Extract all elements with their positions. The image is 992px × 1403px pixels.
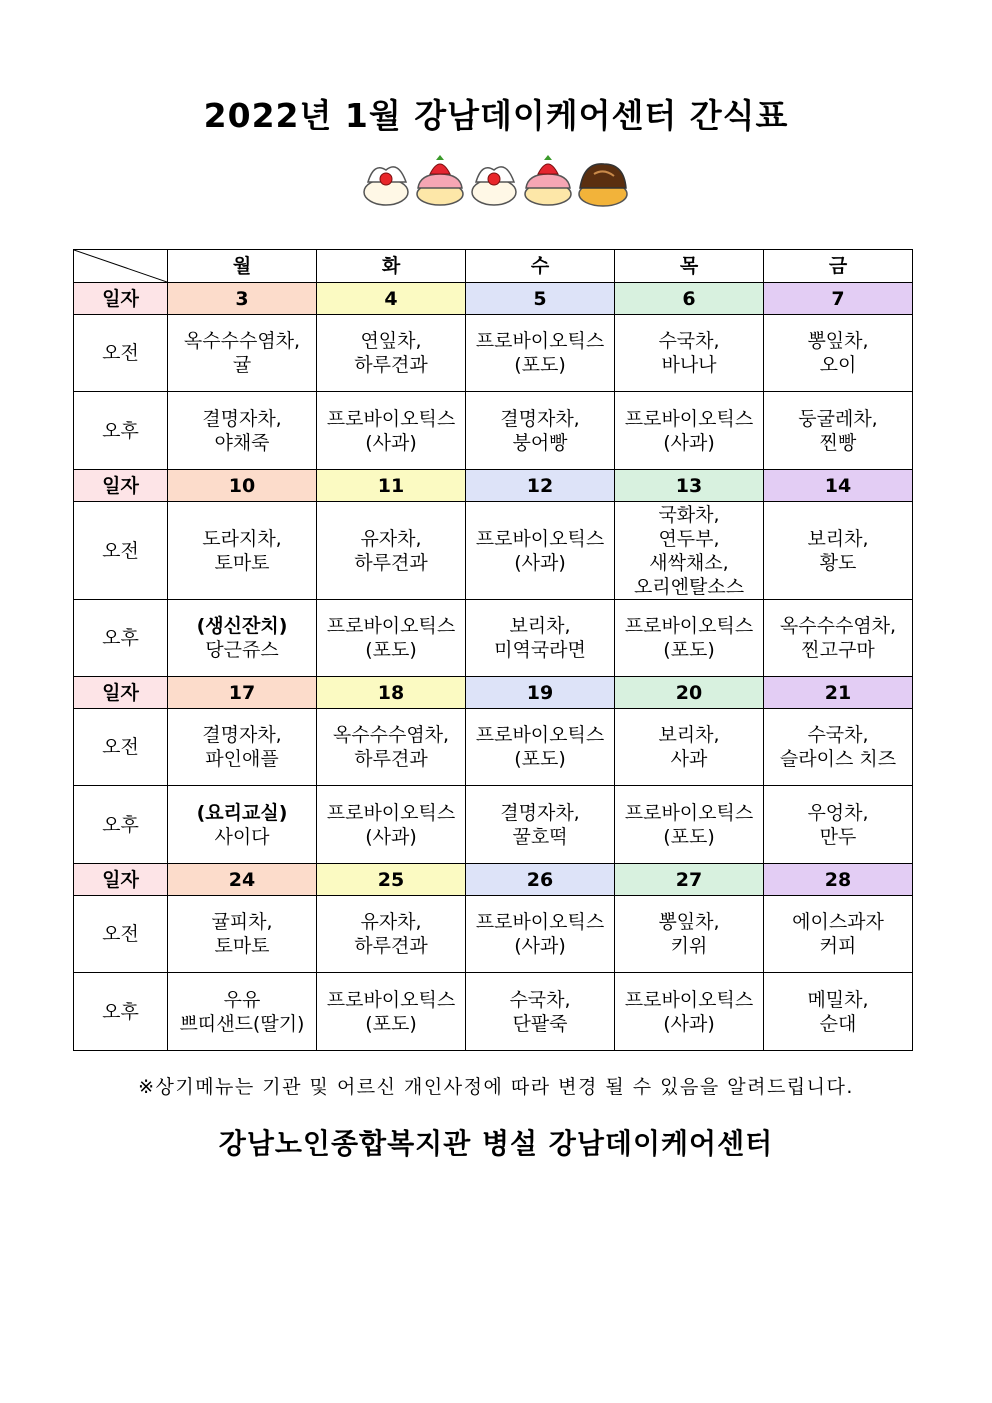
date-cell: 10 xyxy=(168,470,317,502)
menu-item-text: 뽕잎차, xyxy=(807,330,869,352)
menu-item-text: 쁘띠샌드(딸기) xyxy=(179,1012,305,1035)
date-cell: 6 xyxy=(615,283,764,315)
day-header-row xyxy=(74,250,913,283)
menu-item-text: 결명자차, xyxy=(500,407,580,430)
menu-item-text: 바나나 xyxy=(661,354,717,376)
menu-cell xyxy=(466,502,615,600)
menu-item-text: (사과) xyxy=(663,431,715,454)
menu-item-text: 단팥죽 xyxy=(512,1012,568,1035)
menu-item-text: 수국차, xyxy=(807,724,869,746)
snack-menu-table xyxy=(73,249,913,1051)
menu-item-text: 프로바이오틱스 xyxy=(475,330,605,352)
menu-item-text: 수국차, xyxy=(509,988,571,1011)
date-cell: 28 xyxy=(764,864,913,896)
menu-cell xyxy=(317,973,466,1051)
menu-item-text: 도라지차, xyxy=(202,527,282,550)
menu-item-text: 프로바이오틱스 xyxy=(326,801,456,824)
menu-item-text: 순대 xyxy=(819,1012,857,1035)
pm-label: 오후 xyxy=(74,973,168,1051)
menu-item-text: (포도) xyxy=(365,1012,417,1035)
menu-item-text: 프로바이오틱스 xyxy=(326,615,456,637)
pm-row xyxy=(74,600,913,677)
menu-item-text: 하루견과 xyxy=(354,748,428,770)
menu-cell xyxy=(615,896,764,973)
date-label: 일자 xyxy=(74,470,168,502)
date-cell: 11 xyxy=(317,470,466,502)
menu-item-text: 연두부, xyxy=(658,527,720,550)
menu-cell xyxy=(317,315,466,392)
date-cell: 21 xyxy=(764,677,913,709)
menu-cell xyxy=(466,315,615,392)
menu-item-text: 프로바이오틱스 xyxy=(624,801,754,824)
menu-item-text: (생신잔치) xyxy=(196,615,288,637)
menu-cell xyxy=(168,502,317,600)
menu-cell xyxy=(764,502,913,600)
menu-item-text: 프로바이오틱스 xyxy=(624,615,754,637)
menu-cell xyxy=(615,502,764,600)
date-cell: 19 xyxy=(466,677,615,709)
menu-item-text: (사과) xyxy=(365,825,417,848)
menu-cell xyxy=(615,786,764,864)
date-cell: 12 xyxy=(466,470,615,502)
menu-cell xyxy=(615,709,764,786)
menu-cell xyxy=(764,600,913,677)
date-cell: 5 xyxy=(466,283,615,315)
menu-cell xyxy=(317,502,466,600)
am-label: 오전 xyxy=(74,709,168,786)
menu-item-text: 보리차, xyxy=(807,527,869,550)
day-header-wed: 수 xyxy=(466,250,615,283)
menu-cell xyxy=(317,709,466,786)
day-header-tue: 화 xyxy=(317,250,466,283)
menu-cell xyxy=(764,786,913,864)
menu-item-text: 옥수수수염차, xyxy=(779,615,897,637)
am-row xyxy=(74,315,913,392)
date-cell: 18 xyxy=(317,677,466,709)
menu-item-text: 하루견과 xyxy=(354,935,428,957)
menu-cell xyxy=(466,896,615,973)
date-row xyxy=(74,470,913,502)
pm-row xyxy=(74,786,913,864)
am-row xyxy=(74,709,913,786)
am-label: 오전 xyxy=(74,502,168,600)
menu-cell xyxy=(168,600,317,677)
menu-item-text: 결명자차, xyxy=(202,724,282,746)
menu-cell xyxy=(764,392,913,470)
menu-cell xyxy=(615,392,764,470)
date-row xyxy=(74,283,913,315)
cream-cake-icon xyxy=(364,167,408,205)
notice-text: ※상기메뉴는 기관 및 어르신 개인사정에 따라 변경 될 수 있음을 알려드립니다. xyxy=(138,1076,854,1098)
menu-item-text: 메밀차, xyxy=(807,988,869,1011)
corner-cell xyxy=(74,250,168,283)
date-cell: 27 xyxy=(615,864,764,896)
menu-item-text: 프로바이오틱스 xyxy=(624,407,754,430)
menu-cell xyxy=(466,786,615,864)
date-cell: 4 xyxy=(317,283,466,315)
menu-item-text: 키위 xyxy=(670,935,708,957)
menu-item-text: 수국차, xyxy=(658,330,720,352)
menu-cell xyxy=(317,786,466,864)
menu-cell xyxy=(615,600,764,677)
day-header-thu: 목 xyxy=(615,250,764,283)
menu-item-text: 하루견과 xyxy=(354,551,428,574)
menu-item-text: 옥수수수염차, xyxy=(183,330,301,352)
day-header-fri: 금 xyxy=(764,250,913,283)
menu-item-text: 뽕잎차, xyxy=(658,911,720,933)
day-header-mon: 월 xyxy=(168,250,317,283)
menu-item-text: 우엉차, xyxy=(807,801,869,824)
pm-label: 오후 xyxy=(74,600,168,677)
menu-cell xyxy=(615,315,764,392)
menu-item-text: (포도) xyxy=(514,354,566,376)
diagonal-line-icon xyxy=(74,250,167,282)
date-cell: 20 xyxy=(615,677,764,709)
menu-item-text: 야채죽 xyxy=(214,431,270,454)
menu-cell xyxy=(466,600,615,677)
menu-item-text: 토마토 xyxy=(214,551,270,574)
menu-item-text: 새싹채소, xyxy=(649,551,729,574)
menu-item-text: (사과) xyxy=(365,431,417,454)
date-cell: 13 xyxy=(615,470,764,502)
date-label: 일자 xyxy=(74,864,168,896)
menu-item-text: 에이스과자 xyxy=(792,911,884,933)
menu-cell xyxy=(466,973,615,1051)
menu-item-text: 오리엔탈소스 xyxy=(633,575,745,598)
footer-title: 강남노인종합복지관 병설 강남데이케어센터 xyxy=(218,1127,774,1160)
menu-item-text: 사과 xyxy=(670,748,708,770)
menu-item-text: 프로바이오틱스 xyxy=(475,911,605,933)
menu-item-text: (포도) xyxy=(365,639,417,661)
pm-row xyxy=(74,392,913,470)
menu-cell xyxy=(764,315,913,392)
cream-cake-icon xyxy=(472,167,516,205)
menu-item-text: 커피 xyxy=(819,935,857,957)
menu-cell xyxy=(168,709,317,786)
am-row xyxy=(74,896,913,973)
menu-item-text: 프로바이오틱스 xyxy=(326,407,456,430)
chocolate-cake-icon xyxy=(579,164,627,206)
menu-cell xyxy=(764,973,913,1051)
am-label: 오전 xyxy=(74,315,168,392)
menu-item-text: 프로바이오틱스 xyxy=(475,527,605,550)
menu-item-text: 프로바이오틱스 xyxy=(624,988,754,1011)
am-label: 오전 xyxy=(74,896,168,973)
menu-item-text: 유자차, xyxy=(360,911,422,933)
cake-decoration-icon xyxy=(360,152,632,210)
menu-item-text: (사과) xyxy=(514,551,566,574)
menu-item-text: (포도) xyxy=(663,639,715,661)
menu-cell xyxy=(168,392,317,470)
pm-row xyxy=(74,973,913,1051)
menu-item-text: 연잎차, xyxy=(360,330,422,352)
menu-item-text: 황도 xyxy=(819,551,857,574)
menu-cell xyxy=(317,896,466,973)
menu-item-text: 파인애플 xyxy=(205,748,279,770)
menu-cell xyxy=(615,973,764,1051)
menu-item-text: (포도) xyxy=(514,748,566,770)
date-cell: 24 xyxy=(168,864,317,896)
menu-item-text: 보리차, xyxy=(509,615,571,637)
menu-item-text: 둥굴레차, xyxy=(798,407,878,430)
am-row xyxy=(74,502,913,600)
menu-item-text: 슬라이스 치즈 xyxy=(779,748,897,770)
page-title: 2022년 1월 강남데이케어센터 간식표 xyxy=(203,96,789,135)
menu-item-text: 미역국라면 xyxy=(494,639,586,661)
pm-label: 오후 xyxy=(74,786,168,864)
menu-item-text: 귤 xyxy=(232,354,252,376)
menu-cell xyxy=(466,709,615,786)
date-label: 일자 xyxy=(74,283,168,315)
menu-item-text: 보리차, xyxy=(658,724,720,746)
menu-cell xyxy=(317,392,466,470)
menu-item-text: 만두 xyxy=(819,825,857,848)
date-cell: 17 xyxy=(168,677,317,709)
strawberry-cake-icon xyxy=(417,155,463,205)
menu-item-text: 유자차, xyxy=(360,527,422,550)
menu-item-text: 프로바이오틱스 xyxy=(326,988,456,1011)
menu-item-text: 귤피차, xyxy=(211,911,273,933)
strawberry-cake-icon xyxy=(525,155,571,205)
menu-cell xyxy=(466,392,615,470)
menu-item-text: 우유 xyxy=(223,988,261,1011)
menu-item-text: 결명자차, xyxy=(500,801,580,824)
menu-cell xyxy=(764,709,913,786)
menu-cell xyxy=(764,896,913,973)
menu-item-text: 결명자차, xyxy=(202,407,282,430)
menu-item-text: 옥수수수염차, xyxy=(332,724,450,746)
pm-label: 오후 xyxy=(74,392,168,470)
date-cell: 25 xyxy=(317,864,466,896)
menu-item-text: 토마토 xyxy=(214,935,270,957)
date-cell: 26 xyxy=(466,864,615,896)
menu-item-text: 찐고구마 xyxy=(801,639,875,661)
menu-item-text: 사이다 xyxy=(214,825,270,848)
menu-item-text: 하루견과 xyxy=(354,354,428,376)
menu-item-text: 오이 xyxy=(819,354,857,376)
date-cell: 3 xyxy=(168,283,317,315)
date-row xyxy=(74,864,913,896)
menu-cell xyxy=(168,973,317,1051)
menu-item-text: (포도) xyxy=(663,825,715,848)
date-cell: 7 xyxy=(764,283,913,315)
menu-item-text: 붕어빵 xyxy=(512,431,568,454)
menu-item-text: 프로바이오틱스 xyxy=(475,724,605,746)
menu-cell xyxy=(168,896,317,973)
date-row xyxy=(74,677,913,709)
menu-cell xyxy=(168,786,317,864)
menu-item-text: 당근쥬스 xyxy=(205,639,279,661)
date-label: 일자 xyxy=(74,677,168,709)
menu-item-text: (사과) xyxy=(514,935,566,957)
menu-cell xyxy=(168,315,317,392)
menu-item-text: (요리교실) xyxy=(196,801,288,824)
menu-item-text: 국화차, xyxy=(658,503,720,526)
menu-item-text: 찐빵 xyxy=(819,431,857,454)
menu-item-text: (사과) xyxy=(663,1012,715,1035)
menu-item-text: 꿀호떡 xyxy=(512,825,568,848)
date-cell: 14 xyxy=(764,470,913,502)
menu-cell xyxy=(317,600,466,677)
